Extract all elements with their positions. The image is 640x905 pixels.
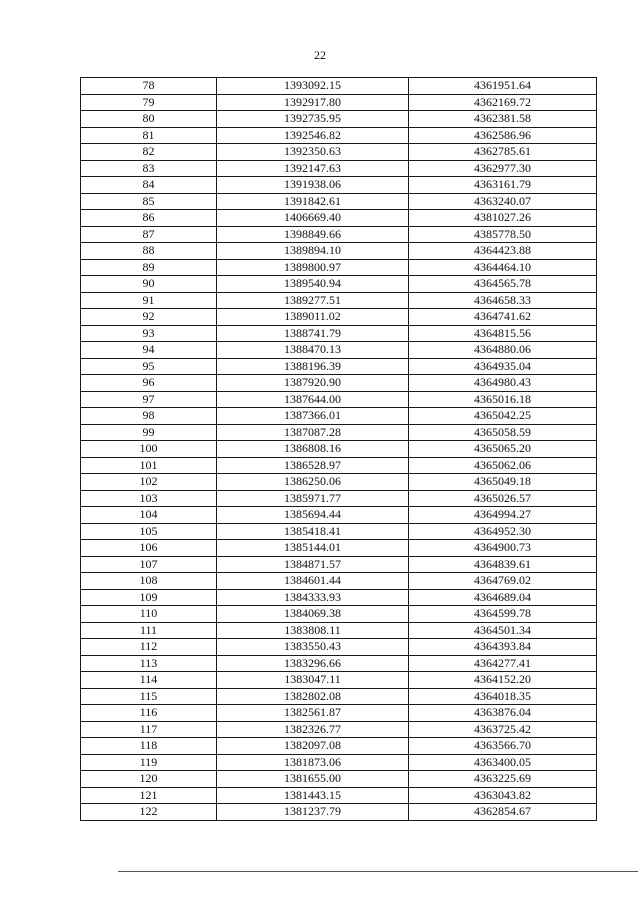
- point-number-cell: 94: [81, 342, 217, 359]
- y-coordinate-cell: 4362785.61: [409, 144, 597, 161]
- y-coordinate-cell: 4364980.43: [409, 375, 597, 392]
- table-row: [81, 160, 597, 177]
- x-coordinate-cell: 1383296.66: [217, 655, 409, 672]
- point-number-cell: 103: [81, 490, 217, 507]
- x-coordinate-cell: 1391938.06: [217, 177, 409, 194]
- coordinates-table-body: [81, 78, 597, 821]
- point-number-cell: 118: [81, 738, 217, 755]
- point-number-cell: 119: [81, 754, 217, 771]
- point-number-cell: 90: [81, 276, 217, 293]
- y-coordinate-cell: 4365065.20: [409, 441, 597, 458]
- table-row: [81, 292, 597, 309]
- x-coordinate-cell: 1385971.77: [217, 490, 409, 507]
- point-number-cell: 107: [81, 556, 217, 573]
- y-coordinate-cell: 4364423.88: [409, 243, 597, 260]
- table-row: [81, 127, 597, 144]
- y-coordinate-cell: 4364952.30: [409, 523, 597, 540]
- x-coordinate-cell: 1389800.97: [217, 259, 409, 276]
- point-number-cell: 100: [81, 441, 217, 458]
- x-coordinate-cell: 1388196.39: [217, 358, 409, 375]
- y-coordinate-cell: 4363161.79: [409, 177, 597, 194]
- y-coordinate-cell: 4381027.26: [409, 210, 597, 227]
- table-row: [81, 606, 597, 623]
- point-number-cell: 106: [81, 540, 217, 557]
- x-coordinate-cell: 1386250.06: [217, 474, 409, 491]
- point-number-cell: 112: [81, 639, 217, 656]
- y-coordinate-cell: 4363725.42: [409, 721, 597, 738]
- point-number-cell: 96: [81, 375, 217, 392]
- x-coordinate-cell: 1389011.02: [217, 309, 409, 326]
- table-row: [81, 507, 597, 524]
- x-coordinate-cell: 1392350.63: [217, 144, 409, 161]
- table-row: [81, 193, 597, 210]
- y-coordinate-cell: 4364689.04: [409, 589, 597, 606]
- table-row: [81, 622, 597, 639]
- y-coordinate-cell: 4365062.06: [409, 457, 597, 474]
- x-coordinate-cell: 1389894.10: [217, 243, 409, 260]
- y-coordinate-cell: 4362381.58: [409, 111, 597, 128]
- x-coordinate-cell: 1381237.79: [217, 804, 409, 821]
- table-row: [81, 243, 597, 260]
- y-coordinate-cell: 4364741.62: [409, 309, 597, 326]
- x-coordinate-cell: 1392546.82: [217, 127, 409, 144]
- point-number-cell: 79: [81, 94, 217, 111]
- y-coordinate-cell: 4365042.25: [409, 408, 597, 425]
- x-coordinate-cell: 1386528.97: [217, 457, 409, 474]
- x-coordinate-cell: 1385418.41: [217, 523, 409, 540]
- y-coordinate-cell: 4365016.18: [409, 391, 597, 408]
- point-number-cell: 88: [81, 243, 217, 260]
- point-number-cell: 117: [81, 721, 217, 738]
- y-coordinate-cell: 4365026.57: [409, 490, 597, 507]
- point-number-cell: 113: [81, 655, 217, 672]
- x-coordinate-cell: 1382326.77: [217, 721, 409, 738]
- table-row: [81, 309, 597, 326]
- table-row: [81, 754, 597, 771]
- point-number-cell: 84: [81, 177, 217, 194]
- x-coordinate-cell: 1381873.06: [217, 754, 409, 771]
- y-coordinate-cell: 4361951.64: [409, 78, 597, 95]
- x-coordinate-cell: 1384871.57: [217, 556, 409, 573]
- point-number-cell: 99: [81, 424, 217, 441]
- y-coordinate-cell: 4364393.84: [409, 639, 597, 656]
- x-coordinate-cell: 1398849.66: [217, 226, 409, 243]
- y-coordinate-cell: 4364501.34: [409, 622, 597, 639]
- y-coordinate-cell: 4385778.50: [409, 226, 597, 243]
- table-row: [81, 705, 597, 722]
- y-coordinate-cell: 4364769.02: [409, 573, 597, 590]
- point-number-cell: 86: [81, 210, 217, 227]
- x-coordinate-cell: 1388741.79: [217, 325, 409, 342]
- x-coordinate-cell: 1383047.11: [217, 672, 409, 689]
- table-row: [81, 177, 597, 194]
- table-row: [81, 540, 597, 557]
- point-number-cell: 91: [81, 292, 217, 309]
- table-row: [81, 589, 597, 606]
- table-row: [81, 804, 597, 821]
- point-number-cell: 93: [81, 325, 217, 342]
- y-coordinate-cell: 4363043.82: [409, 787, 597, 804]
- table-row: [81, 672, 597, 689]
- x-coordinate-cell: 1393092.15: [217, 78, 409, 95]
- point-number-cell: 101: [81, 457, 217, 474]
- table-row: [81, 490, 597, 507]
- y-coordinate-cell: 4364880.06: [409, 342, 597, 359]
- table-row: [81, 639, 597, 656]
- point-number-cell: 97: [81, 391, 217, 408]
- y-coordinate-cell: 4364599.78: [409, 606, 597, 623]
- point-number-cell: 109: [81, 589, 217, 606]
- point-number-cell: 81: [81, 127, 217, 144]
- table-row: [81, 358, 597, 375]
- point-number-cell: 108: [81, 573, 217, 590]
- table-row: [81, 210, 597, 227]
- table-row: [81, 457, 597, 474]
- y-coordinate-cell: 4364839.61: [409, 556, 597, 573]
- table-row: [81, 144, 597, 161]
- point-number-cell: 114: [81, 672, 217, 689]
- table-row: [81, 424, 597, 441]
- y-coordinate-cell: 4364464.10: [409, 259, 597, 276]
- point-number-cell: 104: [81, 507, 217, 524]
- point-number-cell: 120: [81, 771, 217, 788]
- table-row: [81, 787, 597, 804]
- point-number-cell: 122: [81, 804, 217, 821]
- point-number-cell: 87: [81, 226, 217, 243]
- coordinates-table: [80, 77, 597, 821]
- point-number-cell: 85: [81, 193, 217, 210]
- point-number-cell: 89: [81, 259, 217, 276]
- table-row: [81, 342, 597, 359]
- table-row: [81, 721, 597, 738]
- point-number-cell: 92: [81, 309, 217, 326]
- table-row: [81, 94, 597, 111]
- x-coordinate-cell: 1389277.51: [217, 292, 409, 309]
- y-coordinate-cell: 4364565.78: [409, 276, 597, 293]
- x-coordinate-cell: 1382802.08: [217, 688, 409, 705]
- y-coordinate-cell: 4364277.41: [409, 655, 597, 672]
- y-coordinate-cell: 4363225.69: [409, 771, 597, 788]
- point-number-cell: 111: [81, 622, 217, 639]
- table-row: [81, 523, 597, 540]
- x-coordinate-cell: 1384069.38: [217, 606, 409, 623]
- x-coordinate-cell: 1382561.87: [217, 705, 409, 722]
- x-coordinate-cell: 1388470.13: [217, 342, 409, 359]
- table-row: [81, 771, 597, 788]
- x-coordinate-cell: 1387087.28: [217, 424, 409, 441]
- x-coordinate-cell: 1381443.15: [217, 787, 409, 804]
- x-coordinate-cell: 1406669.40: [217, 210, 409, 227]
- table-row: [81, 474, 597, 491]
- x-coordinate-cell: 1392147.63: [217, 160, 409, 177]
- point-number-cell: 110: [81, 606, 217, 623]
- y-coordinate-cell: 4364658.33: [409, 292, 597, 309]
- y-coordinate-cell: 4363400.05: [409, 754, 597, 771]
- x-coordinate-cell: 1383550.43: [217, 639, 409, 656]
- y-coordinate-cell: 4362977.30: [409, 160, 597, 177]
- point-number-cell: 78: [81, 78, 217, 95]
- x-coordinate-cell: 1386808.16: [217, 441, 409, 458]
- y-coordinate-cell: 4364935.04: [409, 358, 597, 375]
- point-number-cell: 83: [81, 160, 217, 177]
- x-coordinate-cell: 1392735.95: [217, 111, 409, 128]
- point-number-cell: 80: [81, 111, 217, 128]
- y-coordinate-cell: 4363566.70: [409, 738, 597, 755]
- y-coordinate-cell: 4364815.56: [409, 325, 597, 342]
- point-number-cell: 115: [81, 688, 217, 705]
- y-coordinate-cell: 4364018.35: [409, 688, 597, 705]
- table-row: [81, 738, 597, 755]
- table-row: [81, 441, 597, 458]
- bottom-divider: [118, 871, 638, 872]
- table-row: [81, 408, 597, 425]
- y-coordinate-cell: 4365058.59: [409, 424, 597, 441]
- point-number-cell: 98: [81, 408, 217, 425]
- table-row: [81, 375, 597, 392]
- x-coordinate-cell: 1385694.44: [217, 507, 409, 524]
- table-row: [81, 276, 597, 293]
- x-coordinate-cell: 1387366.01: [217, 408, 409, 425]
- y-coordinate-cell: 4362169.72: [409, 94, 597, 111]
- point-number-cell: 82: [81, 144, 217, 161]
- table-row: [81, 325, 597, 342]
- table-row: [81, 391, 597, 408]
- x-coordinate-cell: 1384601.44: [217, 573, 409, 590]
- y-coordinate-cell: 4362586.96: [409, 127, 597, 144]
- y-coordinate-cell: 4364900.73: [409, 540, 597, 557]
- table-row: [81, 78, 597, 95]
- page-number: 22: [314, 48, 326, 62]
- point-number-cell: 105: [81, 523, 217, 540]
- table-row: [81, 688, 597, 705]
- table-row: [81, 655, 597, 672]
- x-coordinate-cell: 1384333.93: [217, 589, 409, 606]
- x-coordinate-cell: 1382097.08: [217, 738, 409, 755]
- point-number-cell: 121: [81, 787, 217, 804]
- x-coordinate-cell: 1383808.11: [217, 622, 409, 639]
- point-number-cell: 102: [81, 474, 217, 491]
- x-coordinate-cell: 1392917.80: [217, 94, 409, 111]
- x-coordinate-cell: 1387920.90: [217, 375, 409, 392]
- point-number-cell: 95: [81, 358, 217, 375]
- x-coordinate-cell: 1391842.61: [217, 193, 409, 210]
- y-coordinate-cell: 4365049.18: [409, 474, 597, 491]
- point-number-cell: 116: [81, 705, 217, 722]
- y-coordinate-cell: 4363240.07: [409, 193, 597, 210]
- table-row: [81, 573, 597, 590]
- x-coordinate-cell: 1381655.00: [217, 771, 409, 788]
- y-coordinate-cell: 4363876.04: [409, 705, 597, 722]
- x-coordinate-cell: 1387644.00: [217, 391, 409, 408]
- y-coordinate-cell: 4364994.27: [409, 507, 597, 524]
- table-row: [81, 259, 597, 276]
- y-coordinate-cell: 4364152.20: [409, 672, 597, 689]
- x-coordinate-cell: 1385144.01: [217, 540, 409, 557]
- table-row: [81, 556, 597, 573]
- table-row: [81, 226, 597, 243]
- y-coordinate-cell: 4362854.67: [409, 804, 597, 821]
- table-row: [81, 111, 597, 128]
- x-coordinate-cell: 1389540.94: [217, 276, 409, 293]
